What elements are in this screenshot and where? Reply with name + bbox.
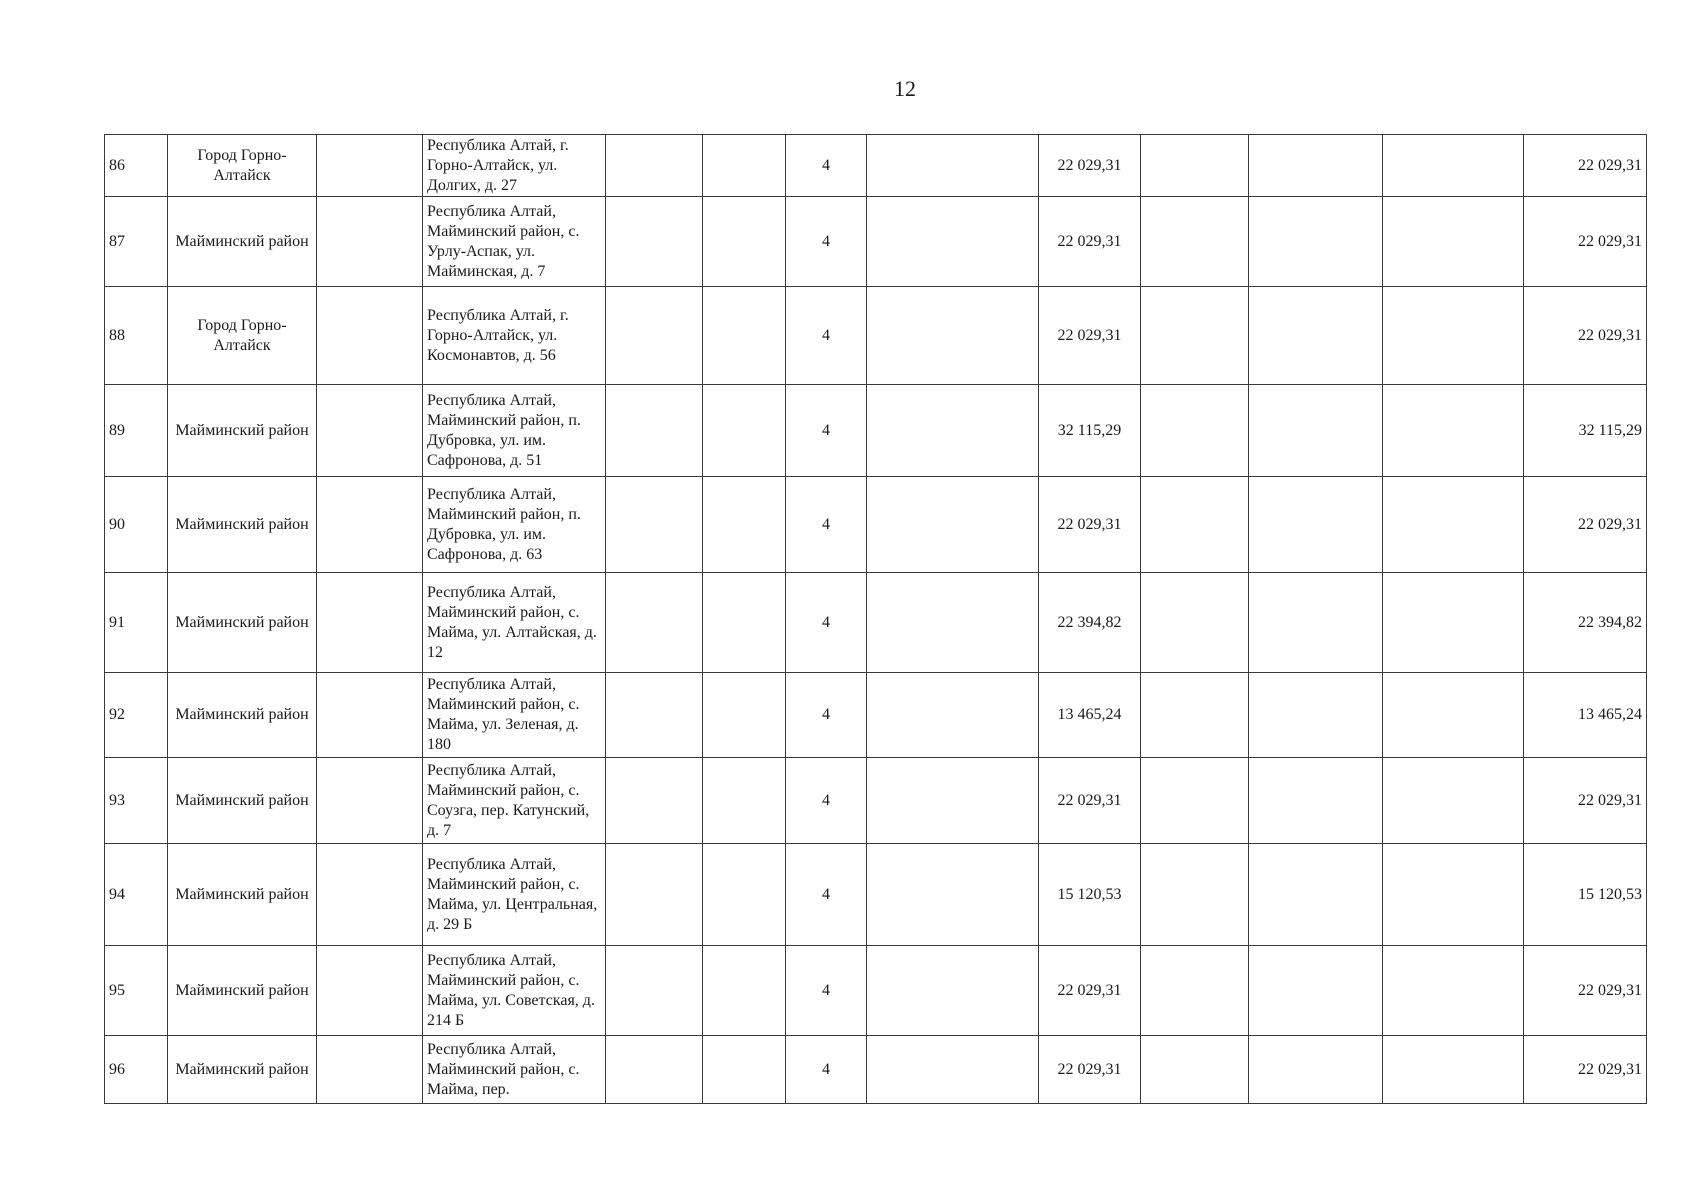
empty-cell	[1141, 844, 1249, 946]
row-number: 87	[105, 197, 168, 287]
total-cell: 22 029,31	[1524, 197, 1647, 287]
quantity-cell: 4	[786, 477, 867, 573]
municipality-cell: Майминский район	[168, 573, 317, 673]
amount-cell: 15 120,53	[1039, 844, 1141, 946]
empty-cell	[867, 1036, 1039, 1104]
empty-cell	[1249, 385, 1383, 477]
empty-cell	[317, 573, 423, 673]
empty-cell	[1249, 1036, 1383, 1104]
empty-cell	[1383, 946, 1524, 1036]
empty-cell	[606, 844, 703, 946]
municipality-cell: Майминский район	[168, 1036, 317, 1104]
amount-cell: 22 029,31	[1039, 197, 1141, 287]
empty-cell	[1249, 758, 1383, 844]
empty-cell	[317, 844, 423, 946]
municipality-cell: Майминский район	[168, 758, 317, 844]
empty-cell	[703, 673, 786, 758]
empty-cell	[1383, 477, 1524, 573]
total-cell: 22 029,31	[1524, 477, 1647, 573]
empty-cell	[1383, 673, 1524, 758]
empty-cell	[1249, 287, 1383, 385]
empty-cell	[317, 197, 423, 287]
quantity-cell: 4	[786, 844, 867, 946]
empty-cell	[606, 1036, 703, 1104]
empty-cell	[606, 573, 703, 673]
municipality-cell: Город Горно-Алтайск	[168, 135, 317, 197]
total-cell: 32 115,29	[1524, 385, 1647, 477]
table-row	[105, 673, 1647, 758]
total-cell: 22 029,31	[1524, 135, 1647, 197]
empty-cell	[1141, 1036, 1249, 1104]
empty-cell	[1249, 673, 1383, 758]
page-number: 12	[894, 76, 916, 101]
quantity-cell: 4	[786, 287, 867, 385]
empty-cell	[703, 287, 786, 385]
table-row	[105, 197, 1647, 287]
address-cell: Республика Алтай, г. Горно-Алтайск, ул. Космонавтов, д. 56	[423, 287, 606, 385]
quantity-cell: 4	[786, 758, 867, 844]
empty-cell	[867, 197, 1039, 287]
empty-cell	[867, 758, 1039, 844]
table-row	[105, 287, 1647, 385]
empty-cell	[1383, 287, 1524, 385]
amount-cell: 22 029,31	[1039, 135, 1141, 197]
empty-cell	[1383, 385, 1524, 477]
amount-cell: 22 029,31	[1039, 946, 1141, 1036]
empty-cell	[606, 758, 703, 844]
address-cell: Республика Алтай, Майминский район, п. Дубровка, ул. им. Сафронова, д. 63	[423, 477, 606, 573]
quantity-cell: 4	[786, 1036, 867, 1104]
empty-cell	[1249, 477, 1383, 573]
municipality-cell: Майминский район	[168, 197, 317, 287]
total-cell: 22 029,31	[1524, 758, 1647, 844]
empty-cell	[1383, 844, 1524, 946]
empty-cell	[703, 135, 786, 197]
empty-cell	[317, 287, 423, 385]
empty-cell	[1383, 758, 1524, 844]
empty-cell	[867, 135, 1039, 197]
amount-cell: 22 029,31	[1039, 477, 1141, 573]
empty-cell	[606, 197, 703, 287]
empty-cell	[1249, 844, 1383, 946]
empty-cell	[867, 287, 1039, 385]
empty-cell	[1141, 135, 1249, 197]
empty-cell	[1141, 758, 1249, 844]
address-cell: Республика Алтай, Майминский район, с. Соузга, пер. Катунский, д. 7	[423, 758, 606, 844]
empty-cell	[606, 287, 703, 385]
empty-cell	[1249, 197, 1383, 287]
empty-cell	[317, 946, 423, 1036]
row-number: 88	[105, 287, 168, 385]
empty-cell	[867, 573, 1039, 673]
row-number: 91	[105, 573, 168, 673]
table-row	[105, 385, 1647, 477]
table-row	[105, 573, 1647, 673]
table-row	[105, 758, 1647, 844]
empty-cell	[703, 477, 786, 573]
empty-cell	[867, 844, 1039, 946]
municipality-cell: Город Горно-Алтайск	[168, 287, 317, 385]
empty-cell	[1383, 1036, 1524, 1104]
amount-cell: 13 465,24	[1039, 673, 1141, 758]
quantity-cell: 4	[786, 946, 867, 1036]
empty-cell	[317, 477, 423, 573]
row-number: 89	[105, 385, 168, 477]
empty-cell	[317, 1036, 423, 1104]
empty-cell	[606, 673, 703, 758]
address-cell: Республика Алтай, Майминский район, с. Майма, ул. Центральная, д. 29 Б	[423, 844, 606, 946]
address-cell: Республика Алтай, Майминский район, с. Майма, ул. Советская, д. 214 Б	[423, 946, 606, 1036]
empty-cell	[1141, 946, 1249, 1036]
amount-cell: 22 029,31	[1039, 1036, 1141, 1104]
empty-cell	[1141, 287, 1249, 385]
row-number: 92	[105, 673, 168, 758]
total-cell: 22 029,31	[1524, 946, 1647, 1036]
empty-cell	[703, 573, 786, 673]
empty-cell	[1141, 573, 1249, 673]
table-row	[105, 946, 1647, 1036]
row-number: 95	[105, 946, 168, 1036]
amount-cell: 22 394,82	[1039, 573, 1141, 673]
table-row	[105, 477, 1647, 573]
empty-cell	[606, 477, 703, 573]
table-row	[105, 135, 1647, 197]
quantity-cell: 4	[786, 197, 867, 287]
total-cell: 22 029,31	[1524, 1036, 1647, 1104]
row-number: 86	[105, 135, 168, 197]
empty-cell	[867, 385, 1039, 477]
empty-cell	[1141, 477, 1249, 573]
amount-cell: 22 029,31	[1039, 758, 1141, 844]
municipality-cell: Майминский район	[168, 673, 317, 758]
empty-cell	[1141, 673, 1249, 758]
total-cell: 22 029,31	[1524, 287, 1647, 385]
table-row	[105, 1036, 1647, 1104]
empty-cell	[703, 1036, 786, 1104]
amount-cell: 22 029,31	[1039, 287, 1141, 385]
empty-cell	[1383, 135, 1524, 197]
empty-cell	[867, 477, 1039, 573]
registry-table	[104, 134, 1647, 1104]
empty-cell	[867, 946, 1039, 1036]
empty-cell	[1249, 135, 1383, 197]
empty-cell	[703, 197, 786, 287]
empty-cell	[1141, 197, 1249, 287]
empty-cell	[317, 385, 423, 477]
empty-cell	[703, 946, 786, 1036]
quantity-cell: 4	[786, 135, 867, 197]
empty-cell	[1383, 197, 1524, 287]
empty-cell	[606, 385, 703, 477]
table-row	[105, 844, 1647, 946]
empty-cell	[1141, 385, 1249, 477]
municipality-cell: Майминский район	[168, 946, 317, 1036]
address-cell: Республика Алтай, Майминский район, с. Урлу-Аспак, ул. Майминская, д. 7	[423, 197, 606, 287]
address-cell: Республика Алтай, г. Горно-Алтайск, ул. Долгих, д. 27	[423, 135, 606, 197]
empty-cell	[317, 758, 423, 844]
quantity-cell: 4	[786, 573, 867, 673]
empty-cell	[606, 946, 703, 1036]
row-number: 90	[105, 477, 168, 573]
amount-cell: 32 115,29	[1039, 385, 1141, 477]
row-number: 93	[105, 758, 168, 844]
empty-cell	[317, 673, 423, 758]
empty-cell	[606, 135, 703, 197]
empty-cell	[1383, 573, 1524, 673]
address-cell: Республика Алтай, Майминский район, с. Майма, пер.	[423, 1036, 606, 1104]
address-cell: Республика Алтай, Майминский район, с. Майма, ул. Алтайская, д. 12	[423, 573, 606, 673]
empty-cell	[703, 844, 786, 946]
quantity-cell: 4	[786, 673, 867, 758]
total-cell: 13 465,24	[1524, 673, 1647, 758]
municipality-cell: Майминский район	[168, 385, 317, 477]
municipality-cell: Майминский район	[168, 477, 317, 573]
row-number: 94	[105, 844, 168, 946]
empty-cell	[317, 135, 423, 197]
quantity-cell: 4	[786, 385, 867, 477]
empty-cell	[703, 758, 786, 844]
empty-cell	[867, 673, 1039, 758]
empty-cell	[1249, 946, 1383, 1036]
total-cell: 22 394,82	[1524, 573, 1647, 673]
empty-cell	[1249, 573, 1383, 673]
address-cell: Республика Алтай, Майминский район, с. Майма, ул. Зеленая, д. 180	[423, 673, 606, 758]
empty-cell	[703, 385, 786, 477]
total-cell: 15 120,53	[1524, 844, 1647, 946]
address-cell: Республика Алтай, Майминский район, п. Дубровка, ул. им. Сафронова, д. 51	[423, 385, 606, 477]
row-number: 96	[105, 1036, 168, 1104]
municipality-cell: Майминский район	[168, 844, 317, 946]
